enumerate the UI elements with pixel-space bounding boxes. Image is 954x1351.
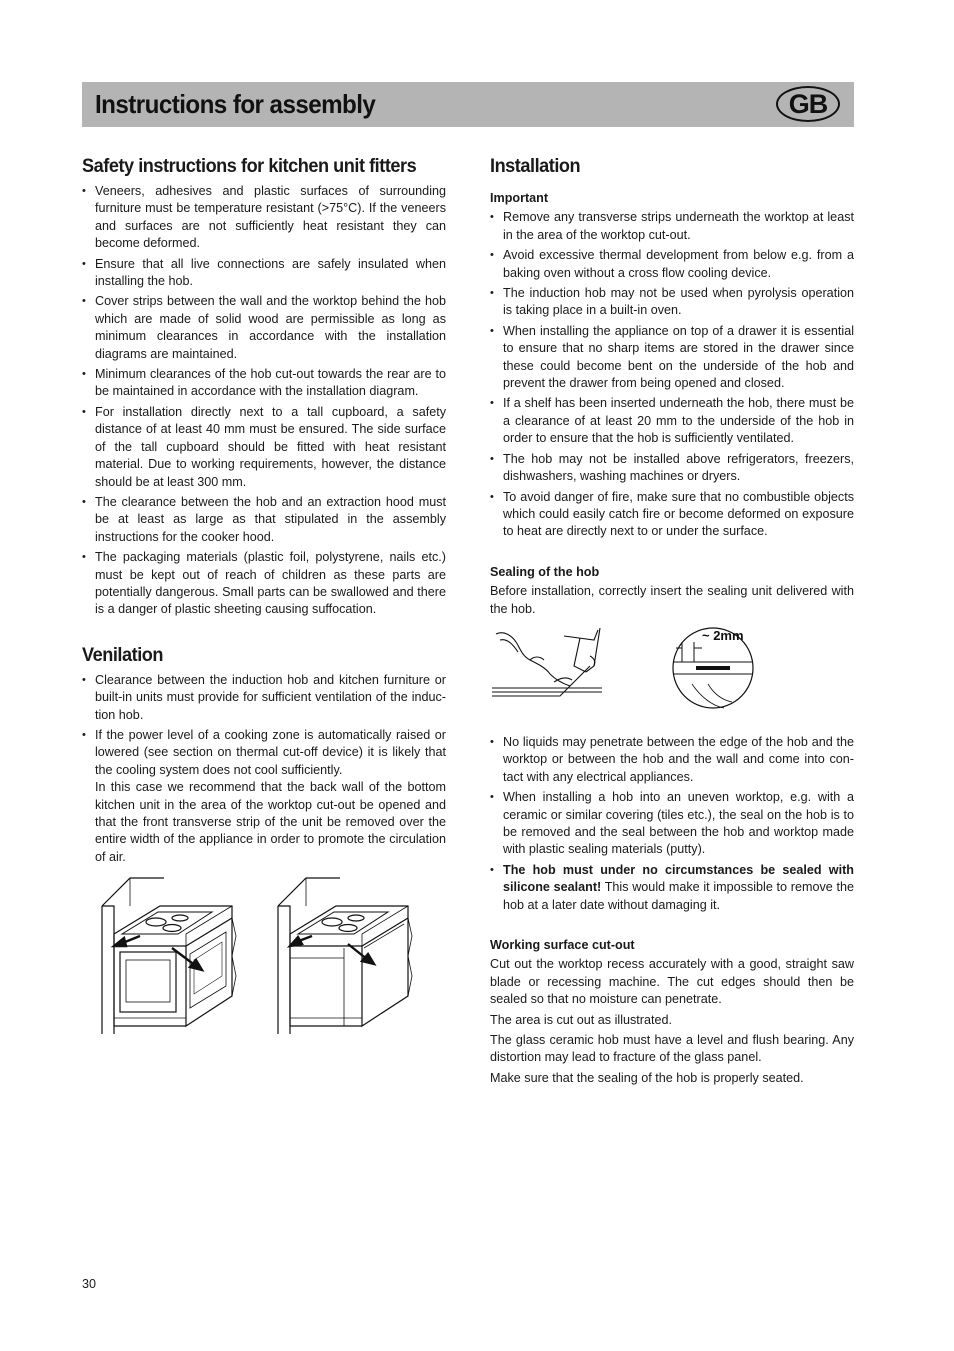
sealing-list xyxy=(490,734,854,914)
installation-list xyxy=(490,209,854,540)
list-item xyxy=(82,727,446,866)
list-item: • If a shelf has been inserted underneath the hob, there must be a clearance of at least 20 mm to the underside of the hob in order to ensure that the hob is sufficiently ventilated. xyxy=(490,395,854,447)
ventilation-item-continuation: In this case we recommend that the back wall of the bottom kitchen unit in the area of the worktop cut-out be opened and that the front transverse strip of the unit be removed over the entire width of the appliance in order to promote the circulation of air. xyxy=(95,780,446,864)
list-item: • When installing the appliance on top of a drawer it is essential to ensure that no sharp items are stored in the drawer since these could become bent on the underside of the hob and prevent the drawer from being opened and closed. xyxy=(490,323,854,393)
cutout-paragraph: The area is cut out as illustrated. xyxy=(490,1012,673,1027)
list-item: • Ensure that all live connections are safely insulated when installing the hob. xyxy=(82,256,446,291)
list-item: • To avoid danger of fire, make sure that no combustible objects which could easily catch fire or become deformed on exposure to heat are directly next to or under the surface. xyxy=(490,489,854,541)
safety-heading: Safety instructions for kitchen unit fitters xyxy=(82,155,417,177)
page-title: Instructions for assembly xyxy=(95,89,376,119)
installation-heading: Installation xyxy=(490,155,581,177)
list-item: • The packaging materials (plastic foil, polystyrene, nails etc.) must be kept out of reach of children as these parts are potentially dangerous. Small parts can be swallowed and there is a danger of plastic sheeting causing suffocation. xyxy=(82,549,446,619)
cutout-paragraph: Make sure that the sealing of the hob is properly seated. xyxy=(490,1070,804,1085)
list-item: • Minimum clearances of the hob cut-out towards the rear are to be maintained in accordance with the installation diagram. xyxy=(82,366,446,401)
right-column xyxy=(490,152,854,1090)
cutout-heading: Working surface cut-out xyxy=(490,938,635,952)
sealing-warning-text: This would make it impossible to remove the hob at a later date without damaging it. xyxy=(503,880,854,912)
cutout-paragraph: The glass ceramic hob must have a level and flush bearing. Any distortion may lead to fracture of the glass panel. xyxy=(490,1033,854,1065)
list-item: • Avoid excessive thermal development from below e.g. from a baking oven without a cross flow cooling device. xyxy=(490,247,854,282)
list-item: • For installation directly next to a tall cupboard, a safety distance of at least 40 mm must be ensured. The side surface of the tall cupboard should be fitted with heat resistant material. Due to working requirements, however, the distance should be at least 300 mm. xyxy=(82,404,446,491)
ventilation-item-text: If the power level of a cooking zone is automatically raised or lowered (see section on thermal cut-off device) it is likely that the cooling system does not cool sufficiently. xyxy=(95,727,446,777)
list-item: • When installing a hob into an uneven worktop, e.g. with a ceramic or similar covering (tiles etc.), the seal on the hob is to be removed and the seal between the hob and worktop made with plastic sealing materials (putty). xyxy=(490,789,854,859)
sealing-warning-bold: The hob must under no circumstances be sealed with silicone sealant! xyxy=(503,862,854,895)
ventilation-drawer-illustration xyxy=(276,876,416,1036)
ventilation-oven-illustration xyxy=(100,876,240,1036)
list-item: • The hob may not be installed above refrigerators, freezers, dishwashers, washing machines or dryers. xyxy=(490,451,854,486)
header-bar xyxy=(82,82,854,127)
list-item xyxy=(490,862,854,914)
left-column xyxy=(82,152,446,869)
list-item: • Clearance between the induction hob and kitchen furniture or built-in units must provide for sufficient ventilation of the induc-tion hob. xyxy=(82,672,446,724)
sealing-heading: Sealing of the hob xyxy=(490,564,600,579)
list-item: • No liquids may penetrate between the edge of the hob and the worktop or between the hob and the wall and come into con-tact with any electrical appliances. xyxy=(490,734,854,786)
seal-gap-detail-illustration xyxy=(672,622,754,714)
important-label: Important xyxy=(490,191,549,205)
sealing-illustrations xyxy=(490,622,854,724)
list-item: • Cover strips between the wall and the worktop behind the hob which are made of solid wood are permissible as long as minimum clearances in accordance with the installation diagrams are maintained. xyxy=(82,293,446,363)
list-item: • The clearance between the hob and an extraction hood must be at least as large as that stipulated in the assembly instructions for the cooker hood. xyxy=(82,494,446,546)
safety-list xyxy=(82,183,446,619)
ventilation-heading: Venilation xyxy=(82,643,164,666)
hand-sealing-illustration xyxy=(490,626,608,704)
language-badge: GB xyxy=(776,86,840,122)
list-item: • The induction hob may not be used when pyrolysis operation is taking place in a built-in oven. xyxy=(490,285,854,320)
list-item: • Veneers, adhesives and plastic surfaces of surrounding furniture must be temperature resistant (>75°C). If the veneers and surfaces are not sufficiently heat resistant they can become deformed. xyxy=(82,183,446,253)
sealing-intro: Before installation, correctly insert the sealing unit delivered with the hob. xyxy=(490,584,854,616)
list-item: • Remove any transverse strips underneath the worktop at least in the area of the worktop cut-out. xyxy=(490,209,854,244)
cutout-paragraph: Cut out the worktop recess accurately with a good, straight saw blade or recessing machine. The cut edges should then be sealed so that no moisture can penetrate. xyxy=(490,957,854,1007)
ventilation-list xyxy=(82,672,446,866)
page-number: 30 xyxy=(82,1277,97,1291)
gap-label: ~ 2mm xyxy=(702,627,744,643)
